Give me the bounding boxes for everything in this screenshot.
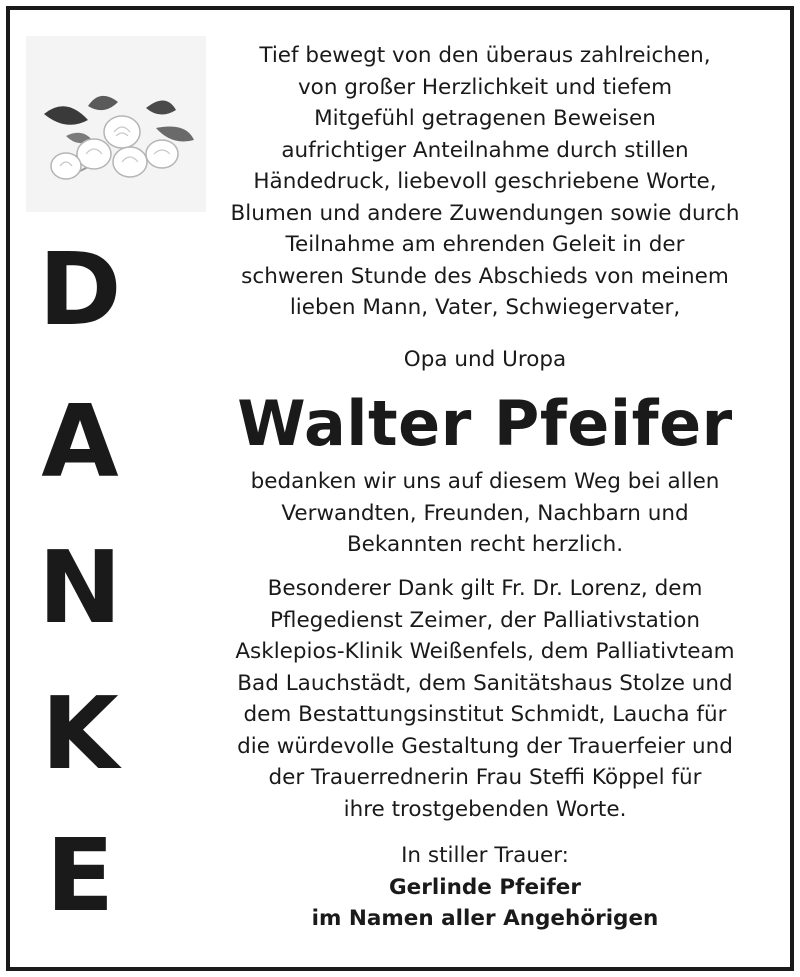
intro-line: aufrichtiger Anteilnahme durch stillen bbox=[281, 137, 689, 163]
thanks-paragraph bbox=[200, 466, 770, 561]
intro-line: Händedruck, liebevoll geschriebene Worte, bbox=[253, 169, 717, 194]
thanks-line: Verwandten, Freunden, Nachbarn und bbox=[281, 500, 689, 526]
intro-line: von großer Herzlichkeit und tiefem bbox=[297, 74, 673, 100]
intro-paragraph bbox=[200, 40, 770, 324]
special-thanks-line: dem Bestattungsinstitut Schmidt, Laucha für bbox=[243, 702, 727, 727]
intro-line: Teilnahme am ehrenden Geleit in der bbox=[285, 232, 685, 257]
signer-name: Gerlinde Pfeifer bbox=[389, 874, 581, 900]
danke-letter-k: K bbox=[41, 675, 119, 792]
intro-line: Mitgefühl getragenen Beweisen bbox=[314, 106, 656, 131]
intro-line: lieben Mann, Vater, Schwiegervater, bbox=[289, 295, 681, 320]
relation-line: Opa und Uropa bbox=[403, 347, 567, 372]
special-thanks-line: Asklepios-Klinik Weißenfels, dem Palliativteam bbox=[235, 639, 735, 664]
intro-line: schweren Stunde des Abschieds von meinem bbox=[241, 263, 729, 289]
special-thanks-line: Pflegedienst Zeimer, der Palliativstation bbox=[269, 607, 701, 633]
special-thanks-line: der Trauerrednerin Frau Steffi Köppel für bbox=[268, 765, 702, 790]
special-thanks-paragraph bbox=[200, 573, 770, 825]
deceased-name: Walter Pfeifer bbox=[237, 387, 733, 460]
special-thanks-line: ihre trostgebenden Worte. bbox=[343, 796, 627, 822]
intro-line: Blumen und andere Zuwendungen sowie durch bbox=[230, 200, 740, 226]
closing-block bbox=[200, 840, 770, 935]
thanks-line: Bekannten recht herzlich. bbox=[346, 532, 624, 557]
white-roses-icon bbox=[26, 36, 206, 212]
danke-letter-d: D bbox=[38, 231, 122, 348]
special-thanks-line: Besonderer Dank gilt Fr. Dr. Lorenz, dem bbox=[267, 576, 703, 601]
danke-letter-n: N bbox=[38, 529, 122, 646]
danke-letter-e: E bbox=[45, 817, 115, 934]
mourning-line: In stiller Trauer: bbox=[401, 843, 569, 868]
intro-line: Tief bewegt von den überaus zahlreichen, bbox=[259, 43, 711, 68]
special-thanks-line: die würdevolle Gestaltung der Trauerfeier und bbox=[237, 733, 733, 759]
danke-letter-a: A bbox=[41, 383, 119, 500]
thanks-line: bedanken wir uns auf diesem Weg bei allen bbox=[250, 469, 720, 494]
special-thanks-line: Bad Lauchstädt, dem Sanitätshaus Stolze und bbox=[237, 670, 733, 696]
family-line: im Namen aller Angehörigen bbox=[311, 906, 659, 931]
